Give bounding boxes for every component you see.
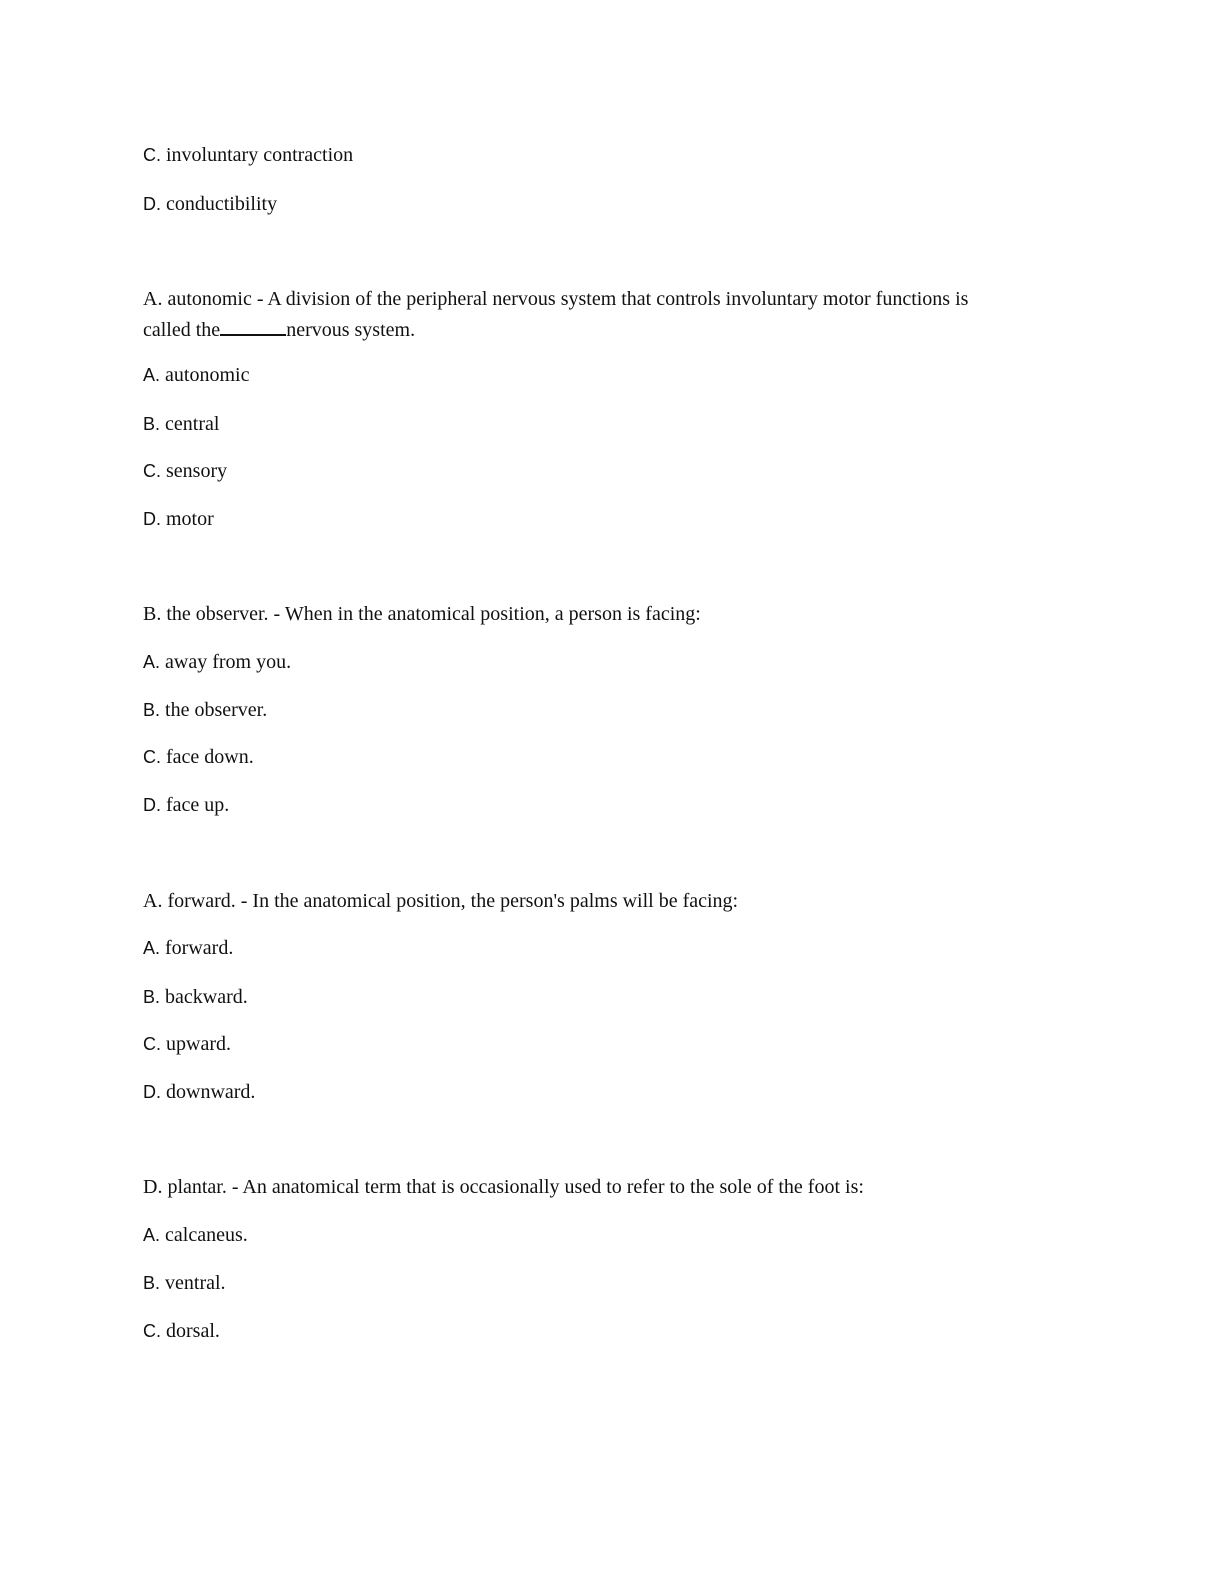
option-letter: B. [143, 700, 161, 720]
option-text: the observer. [160, 699, 268, 721]
option-letter: B. [143, 987, 161, 1007]
option-letter: C. [143, 461, 161, 481]
option-line [143, 1078, 255, 1107]
option-letter: C. [143, 747, 161, 767]
option-line [143, 457, 227, 486]
option-text: motor [161, 508, 214, 530]
option-letter: B. [143, 414, 161, 434]
option-letter: A. [143, 938, 161, 958]
option-line [143, 1317, 220, 1346]
option-text: autonomic [160, 364, 250, 386]
option-line [143, 361, 249, 390]
option-letter: A. [143, 1225, 161, 1245]
option-line [143, 696, 267, 725]
option-letter: D. [143, 509, 161, 529]
option-line [143, 141, 353, 170]
question-text-part: called the [143, 319, 221, 341]
option-letter: A. [143, 365, 161, 385]
question-text: A. autonomic - A division of the peripheral nervous system that controls involuntary motor functions is [143, 288, 969, 310]
option-text: forward. [160, 937, 234, 959]
option-text: conductibility [161, 193, 278, 215]
option-text: face up. [161, 794, 230, 816]
option-text: central [160, 413, 220, 435]
option-letter: D. [143, 194, 161, 214]
option-letter: A. [143, 652, 161, 672]
option-line [143, 410, 219, 439]
option-line [143, 791, 229, 820]
option-text: involuntary contraction [161, 144, 354, 166]
option-line [143, 1269, 226, 1298]
option-line [143, 743, 254, 772]
option-letter: C. [143, 1034, 161, 1054]
question-text: B. the observer. - When in the anatomical position, a person is facing: [143, 603, 701, 625]
option-letter: C. [143, 1321, 161, 1341]
option-letter: D. [143, 795, 161, 815]
option-line [143, 190, 277, 219]
option-text: face down. [161, 746, 254, 768]
option-text: backward. [160, 986, 248, 1008]
option-text: sensory [161, 460, 228, 482]
option-letter: B. [143, 1273, 161, 1293]
question-text-continued [143, 314, 415, 345]
option-line [143, 1221, 248, 1250]
option-line [143, 648, 291, 677]
question-text: D. plantar. - An anatomical term that is occasionally used to refer to the sole of the foot is: [143, 1176, 864, 1198]
blank-line [220, 314, 286, 336]
option-text: away from you. [160, 651, 292, 673]
option-letter: D. [143, 1082, 161, 1102]
option-text: calcaneus. [160, 1224, 248, 1246]
option-line [143, 505, 214, 534]
option-text: upward. [161, 1033, 231, 1055]
option-letter: C. [143, 145, 161, 165]
option-line [143, 934, 233, 963]
question-text: A. forward. - In the anatomical position, the person's palms will be facing: [143, 890, 739, 912]
option-text: dorsal. [161, 1320, 220, 1342]
option-text: downward. [161, 1081, 256, 1103]
option-line [143, 1030, 231, 1059]
option-line [143, 983, 248, 1012]
option-text: ventral. [160, 1272, 226, 1294]
question-text-part: nervous system. [286, 319, 416, 341]
